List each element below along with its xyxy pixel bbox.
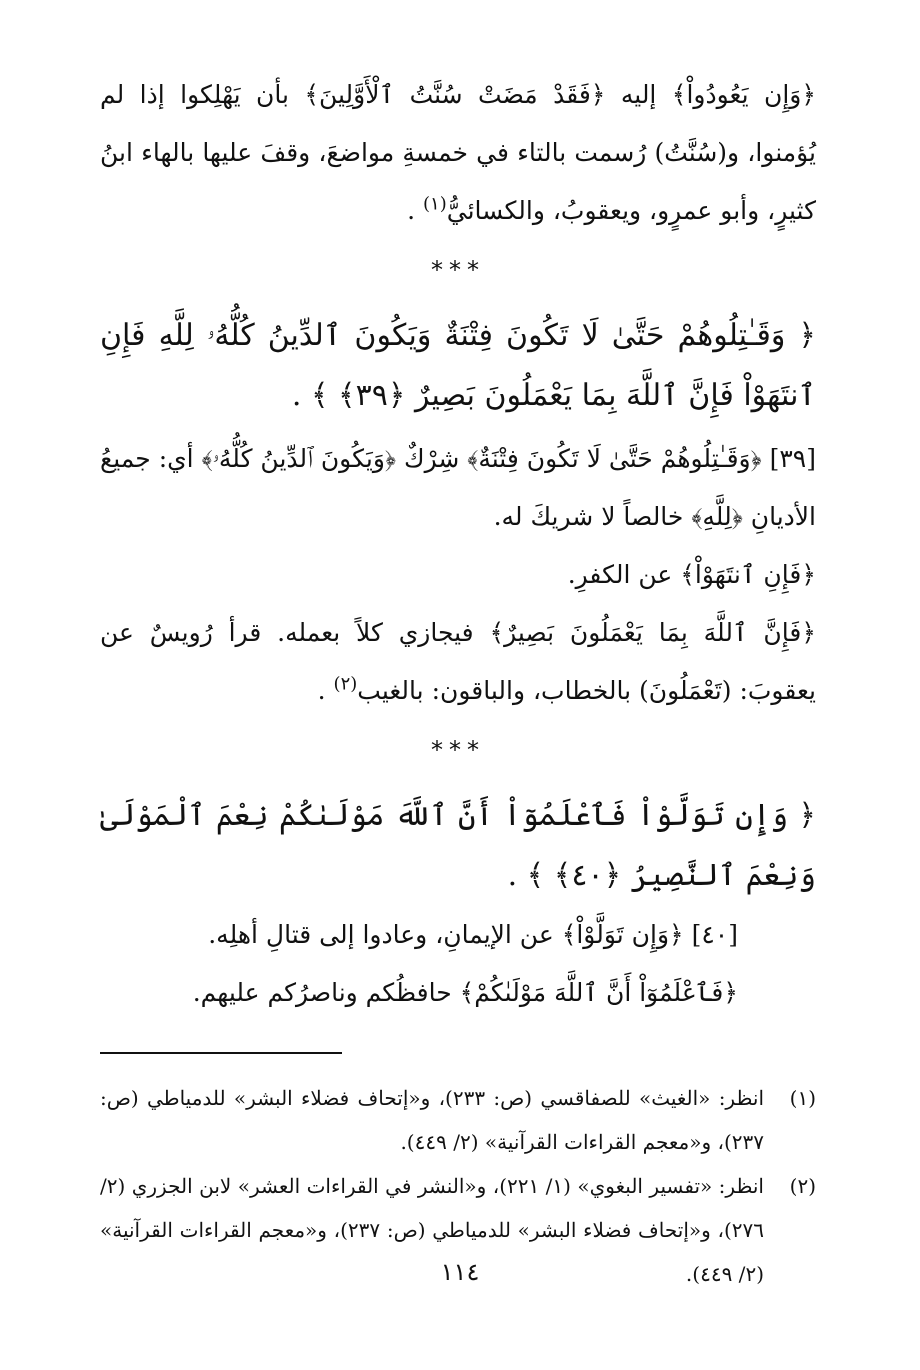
paragraph-end: .	[407, 196, 416, 225]
footnote-text: انظر: «تفسير البغوي» (١/ ٢٢١)، و«النشر في القراءات العشر» لابن الجزري (٢/ ٢٧٦)، و«إتحاف فضلاء البشر» للدمياطي (ص: ٢٣٧)، و«معجم القراءات القرآنية» (٢/ ٤٤٩).	[100, 1174, 764, 1286]
commentary-mawlakum: ﴿فَٱعْلَمُوٓاْ أَنَّ ٱللَّهَ مَوْلَىٰكُمْ﴾ حافظُكم وناصرُكم عليهم.	[192, 978, 738, 1007]
footnote-divider	[100, 1052, 342, 1054]
footnote-number: (٢)	[789, 1174, 816, 1198]
commentary-basir	[100, 604, 816, 720]
footnote-ref-1[interactable]: (١)	[423, 193, 447, 215]
footnote-ref-2[interactable]: (٢)	[333, 673, 358, 695]
section-separator: ***	[431, 256, 485, 284]
commentary-intahaw: ﴿فَإِنِ ٱنتَهَوْاْ﴾ عن الكفرِ.	[567, 560, 816, 589]
commentary-39: [٣٩] ﴿وَقَـٰتِلُوهُمْ حَتَّىٰ لَا تَكُونَ فِتْنَةٌ﴾ شِرْكٌ ﴿وَيَكُونَ ٱلدِّينُ كُلُّهُۥ﴾ أي: جميعُ الأديانِ ﴿لِلَّهِ﴾ خالصاً لا شريكَ له.	[99, 444, 816, 531]
section-separator: ***	[431, 736, 485, 764]
verse-40: ﴿ وَإِن تَوَلَّوْاْ فَٱعْلَمُوٓاْ أَنَّ ٱللَّهَ مَوْلَىٰكُمْ نِعْمَ ٱلْمَوْلَىٰ وَنِعْمَ ٱلنَّصِيرُ ﴿٤٠﴾ ﴾ .	[100, 798, 816, 893]
page-number: ١١٤	[440, 1258, 480, 1286]
paragraph-end: .	[317, 676, 326, 705]
footnote-text: انظر: «الغيث» للصفاقسي (ص: ٢٣٣)، و«إتحاف فضلاء البشر» للدمياطي (ص: ٢٣٧)، و«معجم القراءات القرآنية» (٢/ ٤٤٩).	[100, 1086, 764, 1154]
paragraph-text: ﴿فَإِنَّ ٱللَّهَ بِمَا يَعْمَلُونَ بَصِيرٌ﴾ فيجازي كلاً بعمله. قرأ رُويسٌ عن يعقوبَ: (تَعْمَلُونَ) بالخطاب، والباقون: بالغيب	[100, 618, 816, 705]
paragraph-sunnat	[100, 66, 816, 240]
verse-39: ﴿ وَقَـٰتِلُوهُمْ حَتَّىٰ لَا تَكُونَ فِتْنَةٌ وَيَكُونَ ٱلدِّينُ كُلُّهُۥ لِلَّهِ فَإِنِ ٱنتَهَوْاْ فَإِنَّ ٱللَّهَ بِمَا يَعْمَلُونَ بَصِيرٌ ﴿٣٩﴾ ﴾ .	[100, 318, 816, 413]
commentary-40: [٤٠] ﴿وَإِن تَوَلَّوْاْ﴾ عن الإيمانِ، وعادوا إلى قتالِ أهلِه.	[208, 920, 738, 949]
paragraph-text: ﴿وَإِن يَعُودُواْ﴾ إليه ﴿فَقَدْ مَضَتْ سُنَّتُ ٱلْأَوَّلِينَ﴾ بأن يَهْلِكوا إذا لم يُؤمنوا، و(سُنَّتُ) رُسمت بالتاء في خمسةِ مواضعَ، وقفَ عليها بالهاء ابنُ كثيرٍ، وأبو عمرٍو، ويعقوبُ، والكسائيُّ	[100, 80, 816, 225]
footnote-1	[100, 1076, 816, 1164]
footnote-number: (١)	[789, 1086, 816, 1110]
